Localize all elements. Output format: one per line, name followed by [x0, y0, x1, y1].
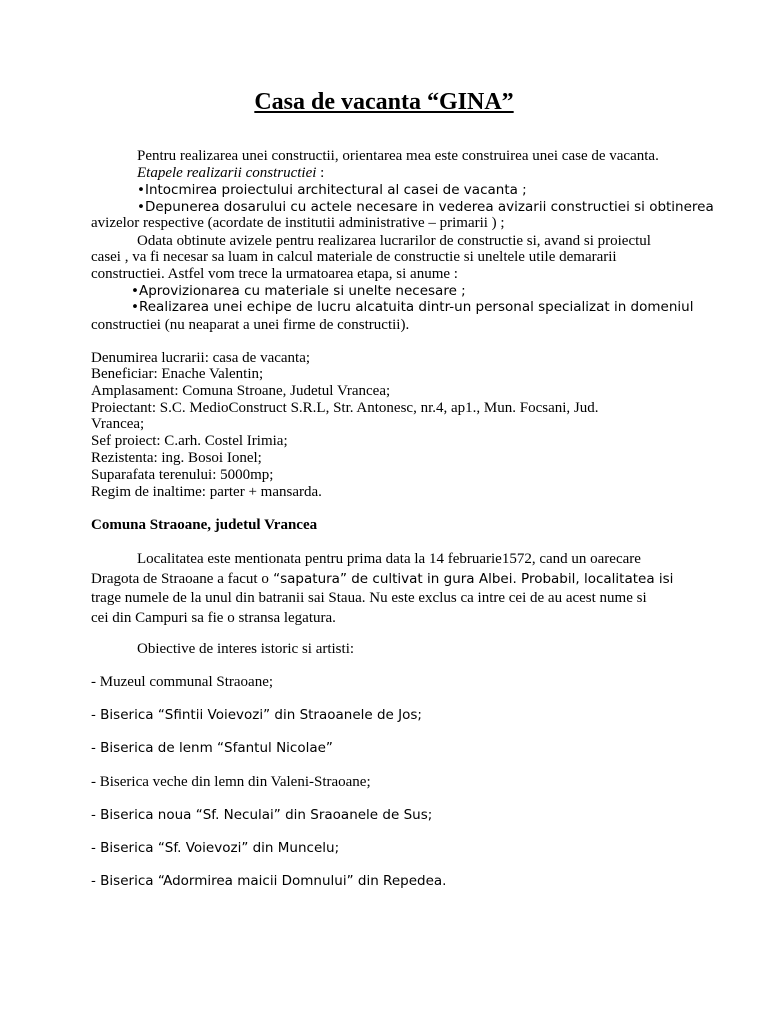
detail-line-3: Amplasament: Comuna Stroane, Judetul Vrancea;	[91, 383, 391, 399]
detail-line-5: Vrancea;	[91, 416, 145, 432]
history-line-2	[91, 571, 673, 588]
bullet-item-4: •Realizarea unei echipe de lucru alcatuita dintr-un personal specializat in domeniul	[131, 299, 694, 315]
objective-item-6	[91, 840, 339, 857]
objective-item-6-end: “Sf. Voievozi” din Muncelu;	[157, 840, 340, 856]
detail-line-1: Denumirea lucrarii: casa de vacanta;	[91, 350, 311, 366]
detail-line-7: Rezistenta: ing. Bosoi Ionel;	[91, 450, 262, 466]
stages-heading-suffix: :	[316, 165, 325, 181]
objective-item-5: - Biserica noua “Sf. Neculai” din Sraoanele de Sus;	[91, 807, 433, 823]
intro-line-11: constructiei (nu neaparat a unei firme de constructii).	[91, 317, 410, 333]
bullet-item-3: •Aprovizionarea cu materiale si unelte necesare ;	[131, 283, 466, 299]
detail-line-2: Beneficiar: Enache Valentin;	[91, 366, 264, 382]
objective-item-6-start: - Biserica	[91, 840, 158, 856]
objectives-intro: Obiective de interes istoric si artisti:	[137, 641, 355, 657]
intro-line-8: constructiei. Astfel vom trece la urmatoarea etapa, si anume :	[91, 266, 458, 282]
objective-item-7-end: “Adormirea maicii Domnului” din Repedea.	[157, 873, 447, 889]
document-title: Casa de vacanta “GINA”	[254, 89, 514, 115]
intro-line-2	[137, 165, 324, 182]
objective-item-2-start: - Biserica	[91, 707, 158, 723]
intro-line-5: avizelor respective (acordate de institutii administrative – primarii ) ;	[91, 215, 505, 231]
intro-line-7: casei , va fi necesar sa luam in calcul materiale de constructie si uneltele utile demararii	[91, 249, 617, 265]
objective-item-3-end: “Sfantul Nicolae”	[217, 740, 333, 756]
stages-heading: Etapele realizarii constructiei	[137, 165, 317, 181]
objective-item-3-start: - Biserica de lenm	[91, 740, 218, 756]
objective-item-7	[91, 873, 446, 890]
history-line-3: trage numele de la unul din batranii sai Staua. Nu este exclus ca intre cei de au acest nume si	[91, 590, 647, 606]
history-line-4: cei din Campuri sa fie o stransa legatura.	[91, 610, 336, 626]
objective-item-7-start: - Biserica	[91, 873, 158, 889]
objective-item-4: - Biserica veche din lemn din Valeni-Straoane;	[91, 774, 371, 790]
objective-item-2-end: “Sfintii Voievozi” din Straoanele de Jos;	[157, 707, 422, 723]
objective-item-1: - Muzeul communal Straoane;	[91, 674, 274, 690]
intro-line-1: Pentru realizarea unei constructii, orientarea mea este construirea unei case de vacanta.	[137, 148, 659, 164]
detail-line-6: Sef proiect: C.arh. Costel Irimia;	[91, 433, 288, 449]
history-line-1: Localitatea este mentionata pentru prima data la 14 februarie1572, cand un oarecare	[137, 551, 641, 567]
intro-line-6: Odata obtinute avizele pentru realizarea lucrarilor de constructie si, avand si proiectul	[137, 233, 651, 249]
history-line-2-start: Dragota de Straoane a facut o	[91, 571, 269, 587]
history-line-2-end: “sapatura” de cultivat in gura Albei. Probabil, localitatea isi	[268, 571, 674, 587]
section-heading: Comuna Straoane, judetul Vrancea	[91, 517, 318, 533]
objective-item-3	[91, 740, 333, 757]
detail-line-4: Proiectant: S.C. MedioConstruct S.R.L, Str. Antonesc, nr.4, ap1., Mun. Focsani, Jud.	[91, 400, 599, 416]
detail-line-8: Suparafata terenului: 5000mp;	[91, 467, 274, 483]
detail-line-9: Regim de inaltime: parter + mansarda.	[91, 484, 322, 500]
bullet-item-1: •Intocmirea proiectului architectural al casei de vacanta ;	[137, 182, 527, 198]
objective-item-2	[91, 707, 422, 724]
bullet-item-2: •Depunerea dosarului cu actele necesare in vederea avizarii constructiei si obtinerea	[137, 199, 714, 215]
